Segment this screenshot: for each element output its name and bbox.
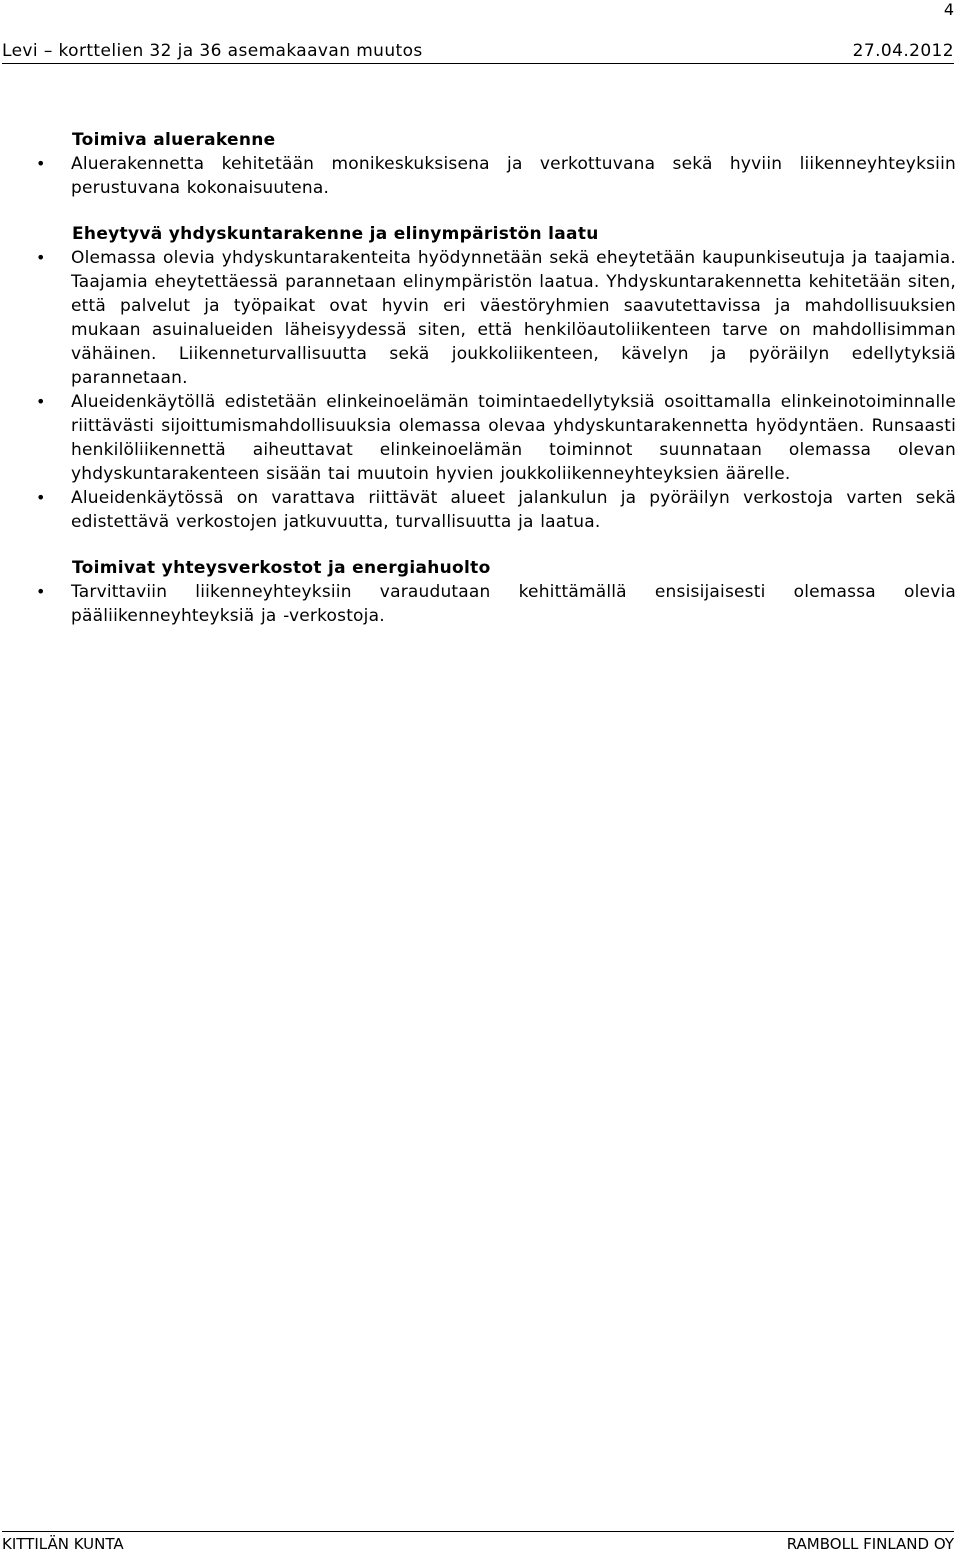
bullet-icon: • xyxy=(36,488,46,507)
section-heading: Toimiva aluerakenne xyxy=(72,130,276,150)
bullet-icon: • xyxy=(36,248,46,267)
running-header xyxy=(2,40,954,64)
list-item-text: Alueidenkäytössä on varattava riittävät alueet jalankulun ja pyöräilyn verkostoja varten sekä edistettävä verkostojen jatkuvuutta, turvallisuutta ja laatua. xyxy=(71,488,956,532)
list-item xyxy=(0,580,956,628)
page-number: 4 xyxy=(943,0,954,19)
list-item-text: Alueidenkäytöllä edistetään elinkeinoelämän toimintaedellytyksiä osoittamalla elinkeinotoiminnalle riittävästi sijoittumismahdollisuuksia olemassa olevaa yhdyskuntarakennetta hyödyntäen. Runsaasti henkilöliikennettä aiheuttavat elinkeinoelämän toiminnot suunnataan olemassa olevan yhdyskuntarakenteen sisään tai muutoin hyvien joukkoliikenneyhteyksien äärelle. xyxy=(71,392,956,484)
section-toimivat-yhteysverkostot xyxy=(36,556,956,628)
list-item xyxy=(0,486,956,534)
bullet-list xyxy=(36,580,956,628)
list-item xyxy=(0,390,956,486)
list-item-text: Tarvittaviin liikenneyhteyksiin varaudutaan kehittämällä ensisijaisesti olemassa olevia pääliikenneyhteyksiä ja -verkostoja. xyxy=(71,582,956,626)
running-footer xyxy=(2,1534,954,1554)
page-content xyxy=(36,128,956,650)
bullet-icon: • xyxy=(36,154,46,173)
section-eheytyva-yhdyskuntarakenne xyxy=(36,222,956,534)
footer-right-text: RAMBOLL FINLAND OY xyxy=(786,1535,954,1553)
section-toimiva-aluerakenne xyxy=(36,128,956,200)
bullet-icon: • xyxy=(36,582,46,601)
header-rule xyxy=(2,63,954,64)
list-item-text: Aluerakennetta kehitetään monikeskuksisena ja verkottuvana sekä hyviin liikenneyhteyksiin perustuvana kokonaisuutena. xyxy=(71,154,956,198)
document-title: Levi – korttelien 32 ja 36 asemakaavan muutos xyxy=(2,41,423,61)
bullet-list xyxy=(36,152,956,200)
section-heading: Toimivat yhteysverkostot ja energiahuolto xyxy=(72,558,491,578)
list-item-text: Olemassa olevia yhdyskuntarakenteita hyödynnetään sekä eheytetään kaupunkiseutuja ja taajamia. Taajamia eheytettäessä parannetaan elinympäristön laatua. Yhdyskuntarakennetta kehitetään siten, että palvelut ja työpaikat ovat hyvin eri väestöryhmien saavutettavissa ja mahdollisuuksien mukaan asuinalueiden läheisyydessä siten, että henkilöautoliikenteen tarve on mahdollisimman vähäinen. Liikenneturvallisuutta sekä joukkoliikenteen, kävelyn ja pyöräilyn edellytyksiä parannetaan. xyxy=(71,248,956,388)
bullet-list xyxy=(36,246,956,534)
bullet-icon: • xyxy=(36,392,46,411)
footer-left-text: KITTILÄN KUNTA xyxy=(2,1535,124,1553)
document-date: 27.04.2012 xyxy=(852,41,954,61)
list-item xyxy=(0,246,956,390)
section-heading: Eheytyvä yhdyskuntarakenne ja elinympäristön laatu xyxy=(72,224,599,244)
list-item xyxy=(0,152,956,200)
footer-rule xyxy=(2,1531,954,1532)
